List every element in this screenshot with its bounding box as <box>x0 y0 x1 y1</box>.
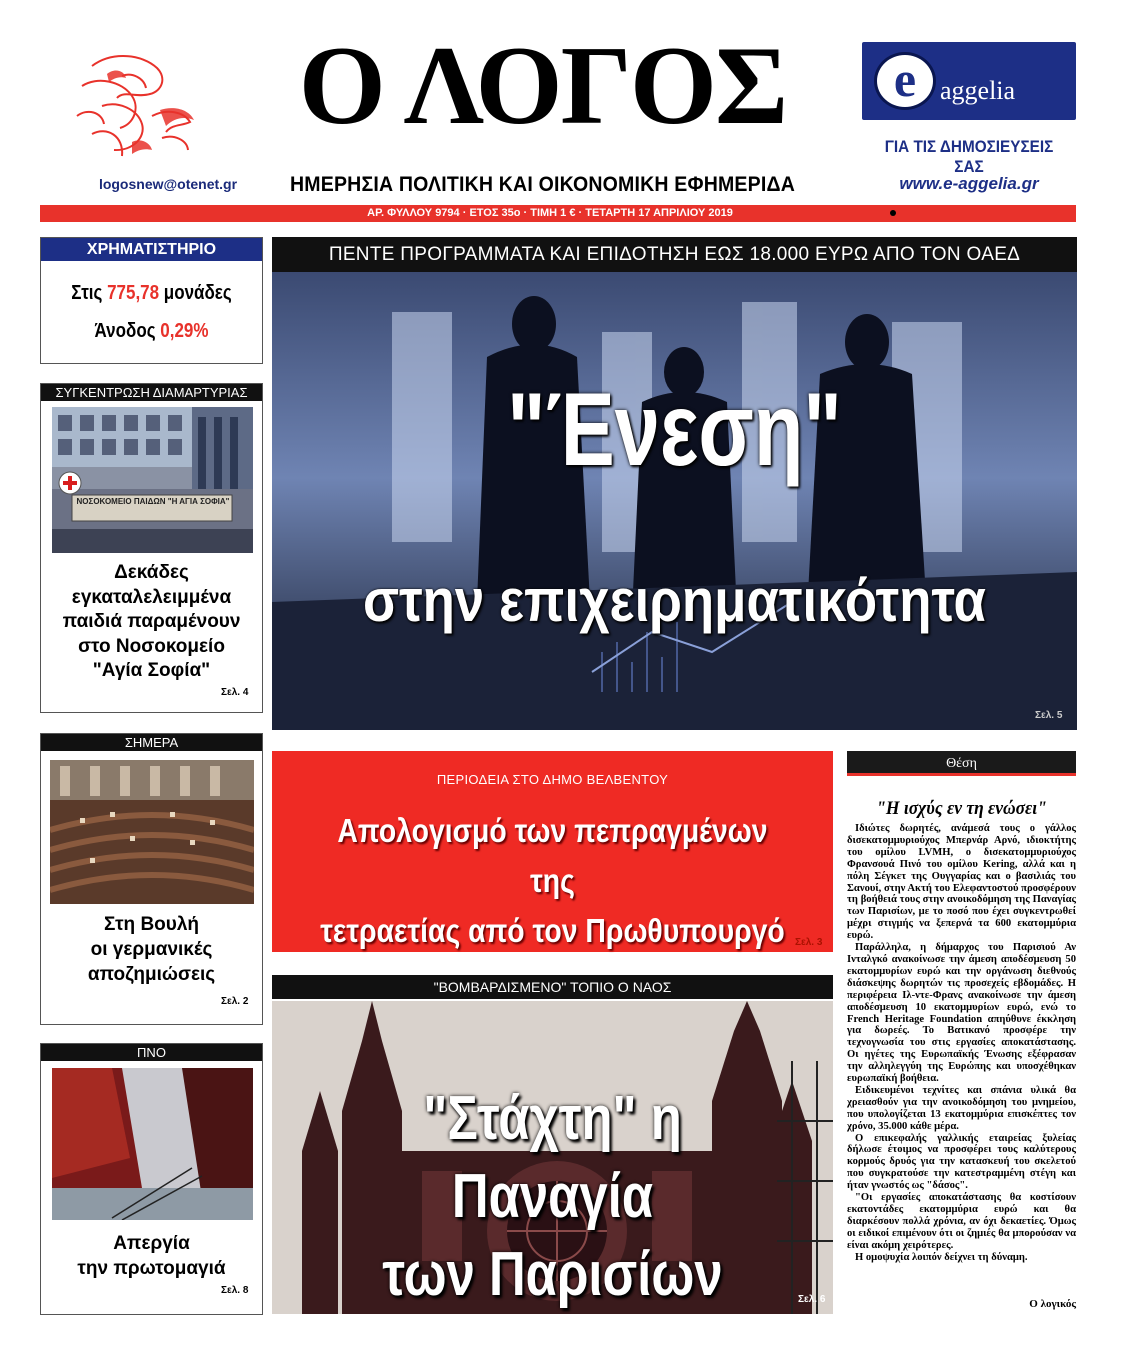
headline-line: Απεργία <box>113 1233 190 1254</box>
hospital-story-kicker: ΣΥΓΚΕΝΤΡΩΣΗ ΔΙΑΜΑΡΤΥΡΙΑΣ <box>41 384 262 401</box>
notre-dame-kicker: "ΒΟΜΒΑΡΔΙΣΜΕΝΟ" ΤΟΠΙΟ Ο ΝΑΟΣ <box>272 975 833 999</box>
paragraph: Ειδικευμένοι τεχνίτες και σπάνια υλικά θα χρειασθούν για την ανοικοδόμηση του μνημείου, που υπολογίζεται 13 εκατομμύρια επισκέπτες τον χρόνο, 35.000 κάθε μέρα. <box>847 1084 1076 1132</box>
headline-line: οι γερμανικές <box>90 939 213 960</box>
paragraph: Η ομοψυχία λοιπόν δείχνει τη δύναμη. <box>855 1251 1028 1263</box>
headline-line: "Στάχτη" η Παναγία <box>423 1084 682 1231</box>
contact-email[interactable]: logosnew@otenet.gr <box>98 176 238 192</box>
page-ref: Σελ. 8 <box>221 1285 249 1296</box>
parliament-photo <box>50 760 254 904</box>
main-story-kicker: ΠΕΝΤΕ ΠΡΟΓΡΑΜΜΑΤΑ ΚΑΙ ΕΠΙΔΟΤΗΣΗ ΕΩΣ 18.000 ΕΥΡΩ ΑΠΟ ΤΟΝ ΟΑΕΔ <box>272 237 1077 272</box>
stock-index-line <box>58 282 246 305</box>
stock-index-value: 775,78 <box>107 282 160 304</box>
main-headline-2: στην επιχειρηματικότητα <box>362 567 987 634</box>
opinion-column-title: "Η ισχύς εν τη ενώσει" <box>876 798 1047 819</box>
pm-story-kicker: ΠΕΡΙΟΔΕΙΑ ΣΤΟ ΔΗΜΟ ΒΕΛΒΕΝΤΟΥ <box>436 772 669 787</box>
page-ref: Σελ. 3 <box>795 937 823 948</box>
page-ref: Σελ. 4 <box>221 687 249 698</box>
stock-change-line <box>58 320 246 343</box>
logo-illustration <box>62 46 202 174</box>
stock-index-suffix: μονάδες <box>159 282 232 304</box>
eaggelia-url[interactable]: www.e-aggelia.gr <box>899 174 1039 193</box>
main-headline-1: "Ένεση" <box>507 372 842 488</box>
bullet-dot <box>890 210 896 216</box>
headline-line: Δεκάδες <box>114 562 189 583</box>
stock-change-value: 0,29% <box>160 320 209 342</box>
paragraph: Παράλληλα, η δήμαρχος του Παρισιού Αν Ινταλγκό ανακοίνωσε την άμεση αποδέσμευση 50 εκατομμυρίων ευρώ και την οργάνωση διεθνούς διάσκεψης δωρητών τις προσεχείς εβδομάδες. Η περιφέρεια Ιλ-ντε-Φρανς ανακοίνωσε την άμεση αποδέσμευση 10 εκατομμυρίων ευρώ, ενώ το French Heritage Foundation απηύθυνε έκκληση για δωρεές. Το Βατικανό προσφέρε την τεχνογνωσία του στις εργασίες αποκατάστασης. Οι ηγέτες της Ευρωπαϊκής Ένωσης εξέφρασαν την αλληλεγγύη της Ευρώπης και υποσχέθηκαν ευρωπαϊκή βοήθεια. <box>847 942 1076 1085</box>
headline-line: εγκαταλελειμμένα <box>71 586 232 608</box>
parliament-story-headline <box>41 912 262 987</box>
eaggelia-logo-letter: e <box>893 51 917 107</box>
business-silhouettes-photo <box>272 272 1077 730</box>
paragraph: Ιδιώτες δωρητές, ανάμεσά τους ο γάλλος δισεκατομμυριούχος Μπερνάρ Αρνό, ιδιοκτήτης του ομίλου LVMH, ο δισεκατομμυριούχος Φρανσουά Πινό του ομίλου Kering, αλλά και η πόλη Σέγκετ της Ουγγαρίας και ο βασιλιάς του Σανουί, στην Ακτή του Ελεφαντοστού προσφέρουν τη βοήθειά τους στην ανοικοδόμηση της Παναγίας των Παρισίων, με το ποσό που έχει συγκεντρωθεί μέχρι στιγμής να ξεπερνά τα 600 εκατομμύρια ευρώ. <box>847 823 1077 942</box>
headline-line: των Παρισίων <box>382 1240 723 1309</box>
headline-line: αποζημιώσεις <box>87 964 216 985</box>
issue-info-text: ΑΡ. ΦΥΛΛΟΥ 9794 · ΕΤΟΣ 35ο · ΤΙΜΗ 1 € · ΤΕΤΑΡΤΗ 17 ΑΠΡΙΛΙΟΥ 2019 <box>367 207 733 219</box>
hospital-photo <box>52 407 253 553</box>
headline-line: την πρωτομαγιά <box>77 1258 226 1279</box>
headline-line: Απολογισμό των πεπραγμένων της <box>337 812 768 899</box>
page-ref: Σελ. 6 <box>798 1294 826 1305</box>
hospital-story-headline <box>41 561 262 684</box>
headline-line: στο Νοσοκομείο <box>78 635 225 657</box>
stock-index-prefix: Στις <box>71 282 108 304</box>
headline-line: Στη Βουλή <box>104 914 199 935</box>
newspaper-title: Ο ΛΟΓΟΣ <box>298 24 787 148</box>
opinion-column-body <box>847 823 1076 1264</box>
ship-photo <box>52 1068 253 1220</box>
headline-line: "Αγία Σοφία" <box>92 660 211 681</box>
eaggelia-logo-word: aggelia <box>940 76 1016 105</box>
opinion-signature: Ο λογικός <box>1029 1298 1076 1310</box>
newspaper-subtitle: ΗΜΕΡΗΣΙΑ ΠΟΛΙΤΙΚΗ ΚΑΙ ΟΙΚΟΝΟΜΙΚΗ ΕΦΗΜΕΡΙΔΑ <box>290 173 795 196</box>
paragraph: "Οι εργασίες αποκατάστασης θα κοστίσουν εκατοντάδες εκατομμύρια ευρώ και θα διαρκέσουν πολλά χρόνια, αν όχι δεκαετίες. Όμως οι ειδικοί επιμένουν ότι οι ζημιές θα μπορούσαν να είναι ακόμη χειρότερες. <box>847 1192 1076 1251</box>
strike-story-kicker: ΠΝΟ <box>41 1044 262 1061</box>
paragraph: Ο επικεφαλής γαλλικής εταιρείας ξυλείας δήλωσε έτοιμος να προσφέρει τους καλύτερους κορμούς δρυός για την κατασκευή του σκελετού που συγκρατούσε την κατεστραμμένη στέγη και ήταν γνωστός ως "δάσος". <box>847 1132 1076 1192</box>
pm-story-headline <box>311 806 793 956</box>
eaggelia-tagline: ΓΙΑ ΤΙΣ ΔΗΜΟΣΙΕΥΣΕΙΣ ΣΑΣ <box>884 137 1054 176</box>
stock-market-header: ΧΡΗΜΑΤΙΣΤΗΡΙΟ <box>41 238 262 261</box>
opinion-column-header: Θέση <box>847 751 1076 776</box>
parliament-story-kicker: ΣΗΜΕΡΑ <box>41 734 262 751</box>
strike-story-headline <box>41 1231 262 1281</box>
headline-line: παιδιά παραμένουν <box>62 611 241 632</box>
page-ref: Σελ. 5 <box>1035 710 1063 721</box>
page-ref: Σελ. 2 <box>221 996 249 1007</box>
headline-line: τετραετίας από τον Πρωθυπουργό <box>320 912 785 949</box>
stock-change-prefix: Άνοδος <box>94 320 161 342</box>
notre-dame-headline <box>322 1080 782 1314</box>
hospital-sign-text: ΝΟΣΟΚΟΜΕΙΟ ΠΑΙΔΩΝ "Η ΑΓΙΑ ΣΟΦΙΑ" <box>76 497 230 506</box>
